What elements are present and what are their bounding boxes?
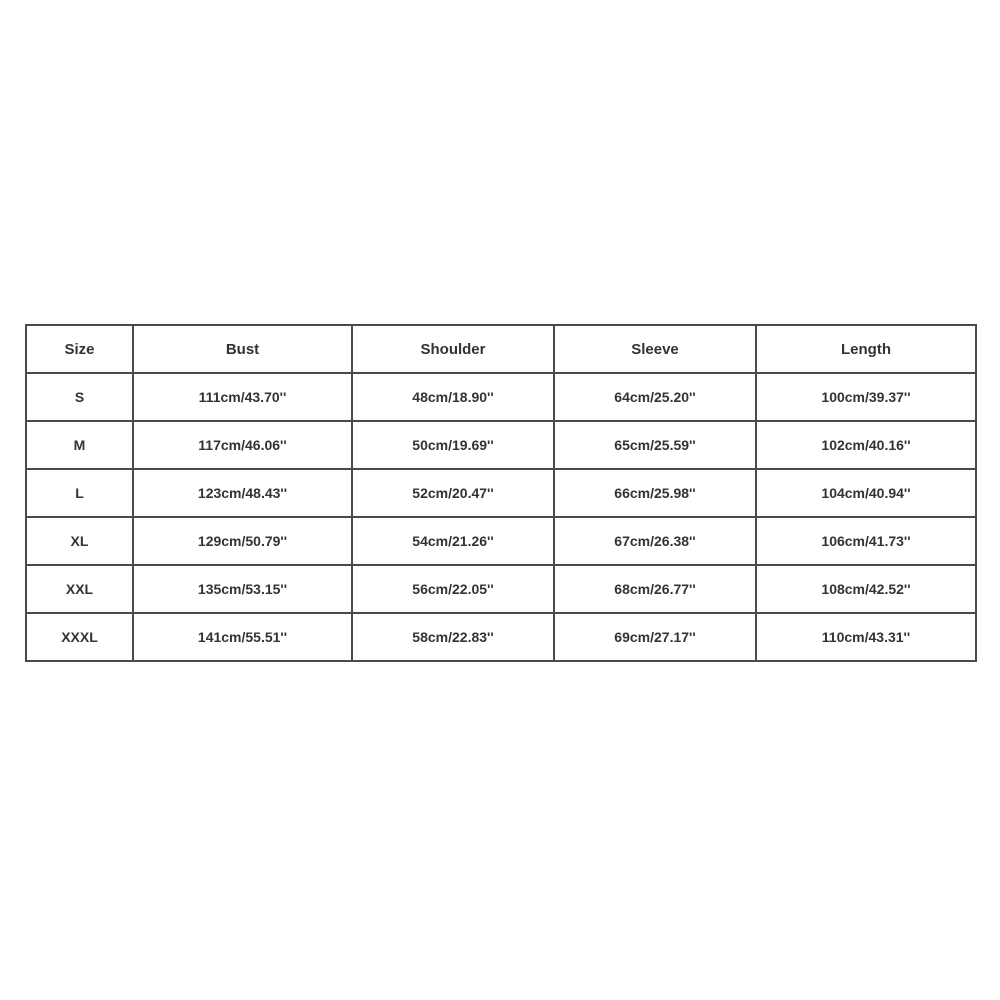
cell-sleeve: 66cm/25.98'': [554, 469, 756, 517]
table-header: [26, 325, 976, 373]
cell-length: 106cm/41.73'': [756, 517, 976, 565]
cell-bust: 117cm/46.06'': [133, 421, 352, 469]
table-row: [26, 469, 976, 517]
cell-bust: 111cm/43.70'': [133, 373, 352, 421]
cell-shoulder: 58cm/22.83'': [352, 613, 554, 661]
cell-shoulder: 50cm/19.69'': [352, 421, 554, 469]
table-row: [26, 517, 976, 565]
table-row: [26, 565, 976, 613]
header-bust: Bust: [133, 325, 352, 373]
cell-sleeve: 67cm/26.38'': [554, 517, 756, 565]
header-row: [26, 325, 976, 373]
cell-size: XXXL: [26, 613, 133, 661]
table-row: [26, 613, 976, 661]
cell-shoulder: 56cm/22.05'': [352, 565, 554, 613]
cell-bust: 141cm/55.51'': [133, 613, 352, 661]
table-body: [26, 373, 976, 661]
cell-length: 100cm/39.37'': [756, 373, 976, 421]
cell-size: XXL: [26, 565, 133, 613]
cell-sleeve: 69cm/27.17'': [554, 613, 756, 661]
cell-shoulder: 54cm/21.26'': [352, 517, 554, 565]
header-sleeve: Sleeve: [554, 325, 756, 373]
cell-length: 110cm/43.31'': [756, 613, 976, 661]
cell-bust: 135cm/53.15'': [133, 565, 352, 613]
cell-size: S: [26, 373, 133, 421]
header-size: Size: [26, 325, 133, 373]
header-shoulder: Shoulder: [352, 325, 554, 373]
cell-shoulder: 52cm/20.47'': [352, 469, 554, 517]
cell-length: 108cm/42.52'': [756, 565, 976, 613]
cell-size: L: [26, 469, 133, 517]
table-row: [26, 373, 976, 421]
cell-length: 102cm/40.16'': [756, 421, 976, 469]
cell-bust: 123cm/48.43'': [133, 469, 352, 517]
cell-size: XL: [26, 517, 133, 565]
cell-length: 104cm/40.94'': [756, 469, 976, 517]
cell-bust: 129cm/50.79'': [133, 517, 352, 565]
table-row: [26, 421, 976, 469]
cell-size: M: [26, 421, 133, 469]
size-chart-table: [25, 324, 977, 662]
cell-sleeve: 68cm/26.77'': [554, 565, 756, 613]
cell-sleeve: 65cm/25.59'': [554, 421, 756, 469]
cell-shoulder: 48cm/18.90'': [352, 373, 554, 421]
header-length: Length: [756, 325, 976, 373]
cell-sleeve: 64cm/25.20'': [554, 373, 756, 421]
